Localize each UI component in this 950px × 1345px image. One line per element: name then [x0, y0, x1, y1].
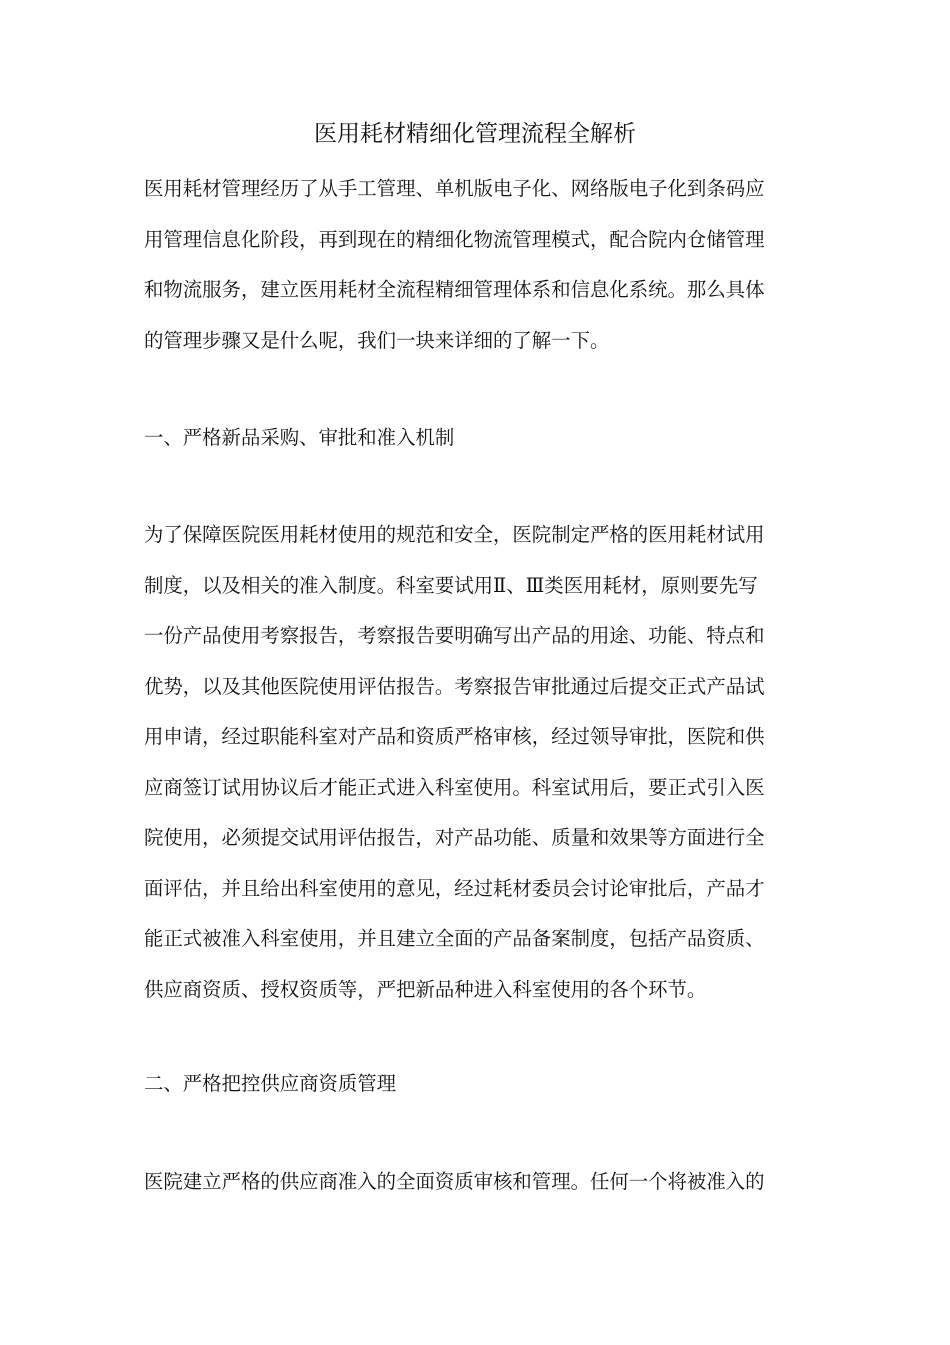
paragraph-line: 为了保障医院医用耗材使用的规范和安全，医院制定严格的医用耗材试用	[144, 523, 765, 546]
paragraph-line: 能正式被准入科室使用，并且建立全面的产品备案制度，包括产品资质、	[144, 927, 765, 950]
section2-paragraph	[144, 1157, 812, 1208]
section-heading-2: 二、严格把控供应商资质管理	[144, 1072, 397, 1095]
document-title: 医用耗材精细化管理流程全解析	[314, 121, 636, 147]
paragraph-line: 用申请，经过职能科室对产品和资质严格审核，经过领导审批，医院和供	[144, 725, 765, 748]
paragraph-line: 院使用，必须提交试用评估报告，对产品功能、质量和效果等方面进行全	[144, 826, 765, 849]
paragraph-line: 的管理步骤又是什么呢，我们一块来详细的了解一下。	[144, 328, 610, 352]
paragraph-line: 用管理信息化阶段，再到现在的精细化物流管理模式，配合院内仓储管理	[144, 227, 765, 251]
section1-paragraph	[144, 510, 812, 1015]
intro-paragraph	[144, 164, 812, 366]
paragraph-line: 优势，以及其他医院使用评估报告。考察报告审批通过后提交正式产品试	[144, 674, 765, 698]
paragraph-line: 医院建立严格的供应商准入的全面资质审核和管理。任何一个将被准入的	[144, 1170, 765, 1193]
paragraph-line: 一份产品使用考察报告，考察报告要明确写出产品的用途、功能、特点和	[144, 624, 765, 647]
section-heading-1: 一、严格新品采购、审批和准入机制	[144, 426, 455, 449]
paragraph-line: 和物流服务，建立医用耗材全流程精细管理体系和信息化系统。那么具体	[144, 278, 765, 301]
paragraph-line: 供应商资质、授权资质等，严把新品种进入科室使用的各个环节。	[144, 977, 707, 1001]
paragraph-line: 面评估，并且给出科室使用的意见，经过耗材委员会讨论审批后，产品才	[144, 876, 765, 900]
paragraph-line: 应商签订试用协议后才能正式进入科室使用。科室试用后，要正式引入医	[144, 775, 765, 799]
paragraph-line: 医用耗材管理经历了从手工管理、单机版电子化、网络版电子化到条码应	[144, 177, 765, 200]
paragraph-line: 制度，以及相关的准入制度。科室要试用Ⅱ、Ⅲ类医用耗材，原则要先写	[144, 573, 758, 597]
